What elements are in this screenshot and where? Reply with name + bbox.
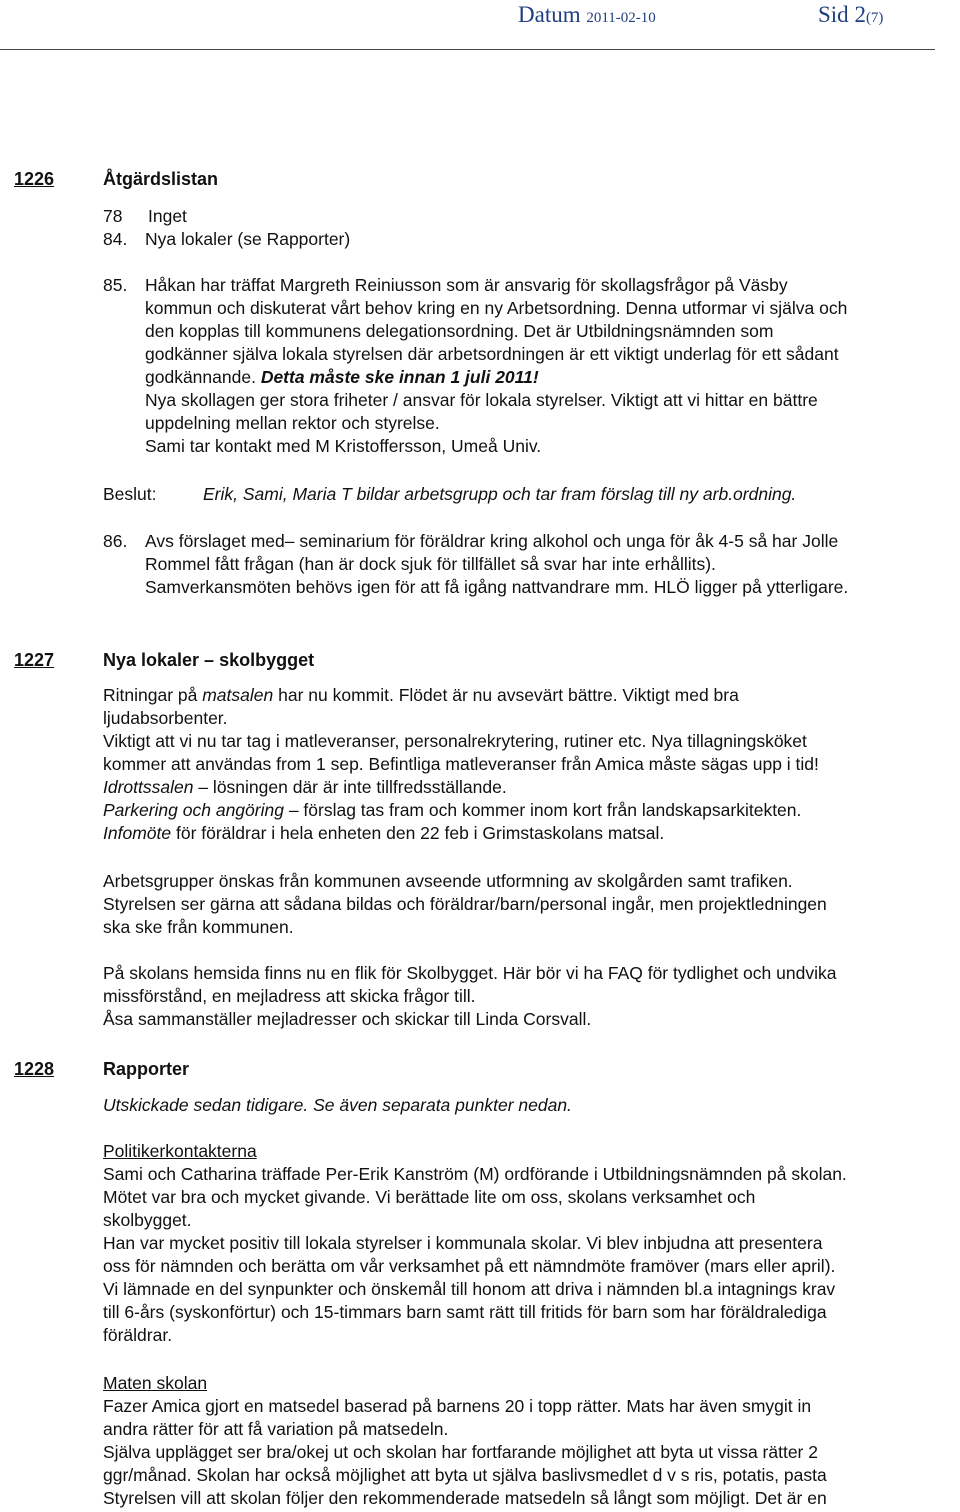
header-date-label: Datum xyxy=(518,2,581,27)
s1228-line: föräldrar. xyxy=(103,1325,173,1345)
section-1228-title: Rapporter xyxy=(103,1059,190,1079)
s1227-line: Arbetsgrupper önskas från kommunen avseende utformning av skolgården samt trafiken. xyxy=(103,871,793,891)
header-date xyxy=(518,2,656,28)
item-85-line: uppdelning mellan rektor och styrelse. xyxy=(145,413,440,433)
beslut-text: Erik, Sami, Maria T bildar arbetsgrupp och tar fram förslag till ny arb.ordning. xyxy=(203,484,797,504)
item-84-number: 84. xyxy=(103,229,128,249)
section-1226-number: 1226 xyxy=(14,169,55,189)
section-1226-title: Åtgärdslistan xyxy=(103,169,219,189)
item-85-text: godkännande. xyxy=(145,367,261,387)
s1228-line: Fazer Amica gjort en matsedel baserad på barnens 20 i topp rätter. Mats har även smygit in xyxy=(103,1396,812,1416)
item-86-number: 86. xyxy=(103,531,128,551)
item-86-line: Rommel fått frågan (han är dock sjuk för tillfället så svar har inte erhållits). xyxy=(145,554,716,574)
item-85-line: Nya skollagen ger stora friheter / ansvar för lokala styrelser. Viktigt att vi hittar en bättre xyxy=(145,390,818,410)
section-1228-number: 1228 xyxy=(14,1059,55,1079)
item-85-deadline: Detta måste ske innan 1 juli 2011! xyxy=(260,367,539,387)
s1227-line xyxy=(103,799,801,822)
s1227-emphasis: Idrottssalen xyxy=(103,777,194,797)
item-85-line: den kopplas till kommunens delegationsordning. Det är Utbildningsnämnden som xyxy=(145,321,774,341)
s1227-line xyxy=(103,822,664,845)
s1227-text: har nu kommit. Flödet är nu avsevärt bättre. Viktigt med bra xyxy=(273,685,739,705)
header-page-total: (7) xyxy=(865,10,884,26)
s1227-text: – förslag tas fram och kommer inom kort från landskapsarkitekten. xyxy=(283,800,802,820)
header-rule xyxy=(0,49,935,50)
maten-skolan-heading: Maten skolan xyxy=(103,1373,208,1393)
item-85-line: kommun och diskuterat vårt behov kring en ny Arbetsordning. Denna utformar vi själva och xyxy=(145,298,848,318)
s1228-line: skolbygget. xyxy=(103,1210,192,1230)
s1227-emphasis: Parkering och angöring xyxy=(103,800,284,820)
s1227-line: ljudabsorbenter. xyxy=(103,708,228,728)
s1227-line: Åsa sammanställer mejladresser och skickar till Linda Corsvall. xyxy=(103,1009,592,1029)
s1227-line: ska ske från kommunen. xyxy=(103,917,294,937)
s1227-text: för föräldrar i hela enheten den 22 feb i Grimstaskolans matsal. xyxy=(171,823,665,843)
beslut-label: Beslut: xyxy=(103,484,157,504)
s1228-line: andra rätter för att få variation på matsedeln. xyxy=(103,1419,449,1439)
item-86-line: Avs förslaget med– seminarium för föräldrar kring alkohol och unga för åk 4-5 så har Jolle xyxy=(145,531,839,551)
s1227-line xyxy=(103,684,739,707)
item-86-line: Samverkansmöten behövs igen för att få igång nattvandrare mm. HLÖ ligger på ytterligare. xyxy=(145,577,849,597)
s1227-line xyxy=(103,776,507,799)
section-1227-title: Nya lokaler – skolbygget xyxy=(103,650,315,670)
s1228-line: oss för nämnden och berätta om vår verksamhet på ett nämndmöte framöver (mars eller april). xyxy=(103,1256,836,1276)
page-header xyxy=(0,0,960,52)
s1228-line: Mötet var bra och mycket givande. Vi berättade lite om oss, skolans verksamhet och xyxy=(103,1187,756,1207)
s1227-text: – lösningen där är inte tillfredsställande. xyxy=(193,777,507,797)
s1228-line: till 6-års (syskonförtur) och 15-timmars barn samt rätt till fritids för barn som har föräldralediga xyxy=(103,1302,827,1322)
s1228-intro: Utskickade sedan tidigare. Se även separata punkter nedan. xyxy=(103,1095,572,1115)
header-page-label: Sid xyxy=(818,2,849,27)
s1228-line: Han var mycket positiv till lokala styrelser i kommunala skolar. Vi blev inbjudna att presentera xyxy=(103,1233,823,1253)
header-page-number: 2 xyxy=(854,2,866,27)
s1227-line: Styrelsen ser gärna att sådana bildas och föräldrar/barn/personal ingår, men projektledningen xyxy=(103,894,827,914)
item-85-number: 85. xyxy=(103,275,128,295)
s1227-line: På skolans hemsida finns nu en flik för Skolbygget. Här bör vi ha FAQ för tydlighet och undvika xyxy=(103,963,837,983)
section-1227-number: 1227 xyxy=(14,650,55,670)
s1227-line: missförstånd, en mejladress att skicka frågor till. xyxy=(103,986,476,1006)
s1227-line: Viktigt att vi nu tar tag i matleveranser, personalrekrytering, rutiner etc. Nya tillagningsköket xyxy=(103,731,807,751)
s1228-line: Sami och Catharina träffade Per-Erik Kanström (M) ordförande i Utbildningsnämnden på skolan. xyxy=(103,1164,847,1184)
s1227-emphasis: Infomöte xyxy=(103,823,172,843)
item-78-number: 78 xyxy=(103,206,123,226)
s1227-line: kommer att användas from 1 sep. Befintliga matleveranser från Amica måste sägas upp i tid! xyxy=(103,754,819,774)
s1228-line: ggr/månad. Skolan har också möjlighet att byta ut själva baslivsmedlet d v s ris, potatis, pasta xyxy=(103,1465,827,1485)
item-85-line: godkänner själva lokala styrelsen där arbetsordningen är ett viktigt underlag för ett sådant xyxy=(145,344,839,364)
s1228-line: Styrelsen vill att skolan följer den rekommenderade matsedeln så långt som möjligt. Det är en xyxy=(103,1488,827,1508)
item-84-text: Nya lokaler (se Rapporter) xyxy=(145,229,351,249)
s1228-line: Själva upplägget ser bra/okej ut och skolan har fortfarande möjlighet att byta ut vissa rätter 2 xyxy=(103,1442,818,1462)
politikerkontakterna-heading: Politikerkontakterna xyxy=(103,1141,257,1161)
item-85-line: Sami tar kontakt med M Kristoffersson, Umeå Univ. xyxy=(145,436,542,456)
s1228-line: Vi lämnade en del synpunkter och önskemål till honom att driva i nämnden bl.a intagnings krav xyxy=(103,1279,836,1299)
s1227-emphasis: matsalen xyxy=(202,685,274,705)
item-85-line xyxy=(145,366,539,389)
header-page xyxy=(818,2,883,28)
s1227-text: Ritningar på xyxy=(103,685,203,705)
item-78-text: Inget xyxy=(148,206,187,226)
header-date-value: 2011-02-10 xyxy=(586,10,656,26)
item-85-line: Håkan har träffat Margreth Reiniusson som är ansvarig för skollagsfrågor på Väsby xyxy=(145,275,788,295)
